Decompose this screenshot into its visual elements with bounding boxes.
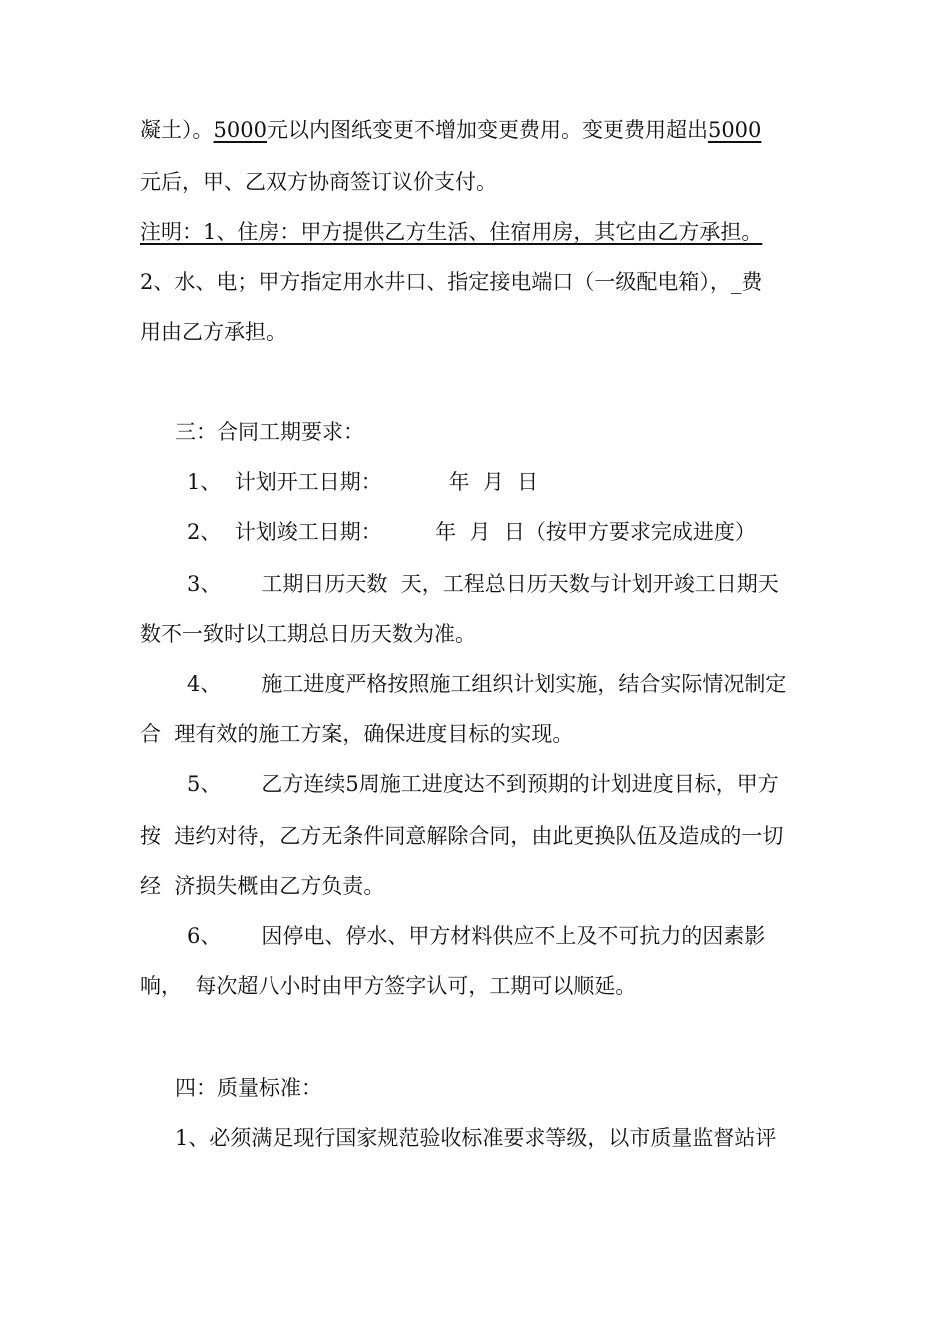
paragraph-line (140, 117, 761, 143)
list-item-continuation: 响， 每次超八小时由甲方签字认可，工期可以顺延。 (140, 974, 637, 998)
list-item: 3、 工期日历天数 天，工程总日历天数与计划开竣工日期天 (187, 572, 779, 596)
text-segment: 凝土）。 (140, 118, 214, 142)
list-item: 1、必须满足现行国家规范验收标准要求等级，以市质量监督站评 (175, 1126, 777, 1150)
note-line: 用由乙方承担。 (140, 320, 287, 344)
note-line: 2、水、电；甲方指定用水井口、指定接电端口（一级配电箱），_费 (140, 270, 763, 294)
paragraph-line: 元后，甲、乙双方协商签订议价支付。 (140, 170, 497, 194)
section-heading: 三：合同工期要求： (175, 420, 364, 444)
list-item-continuation: 按 违约对待，乙方无条件同意解除合同，由此更换队伍及造成的一切 (140, 824, 784, 848)
underlined-amount: 5000 (213, 118, 267, 142)
section-heading: 四：质量标准： (175, 1076, 322, 1100)
note-line: 注明：1、住房：甲方提供乙方生活、住宿用房，其它由乙方承担。 (140, 220, 763, 244)
list-item: 1、 计划开工日期： 年 月 日 (187, 470, 539, 494)
underlined-amount: 5000 (707, 118, 762, 142)
list-item-continuation: 合 理有效的施工方案，确保进度目标的实现。 (140, 722, 574, 746)
list-item-continuation: 经 济损失概由乙方负责。 (140, 874, 385, 898)
list-item: 5、 乙方连续5周施工进度达不到预期的计划进度目标，甲方 (187, 772, 779, 796)
list-item-continuation: 数不一致时以工期总日历天数为准。 (140, 622, 476, 646)
list-item: 4、 施工进度严格按照施工组织计划实施，结合实际情况制定 (187, 672, 787, 696)
text-segment: 元以内图纸变更不增加变更费用。变更费用超出 (266, 118, 708, 142)
list-item: 2、 计划竣工日期： 年 月 日（按甲方要求完成进度） (187, 520, 756, 544)
list-item: 6、 因停电、停水、甲方材料供应不上及不可抗力的因素影 (187, 924, 766, 948)
